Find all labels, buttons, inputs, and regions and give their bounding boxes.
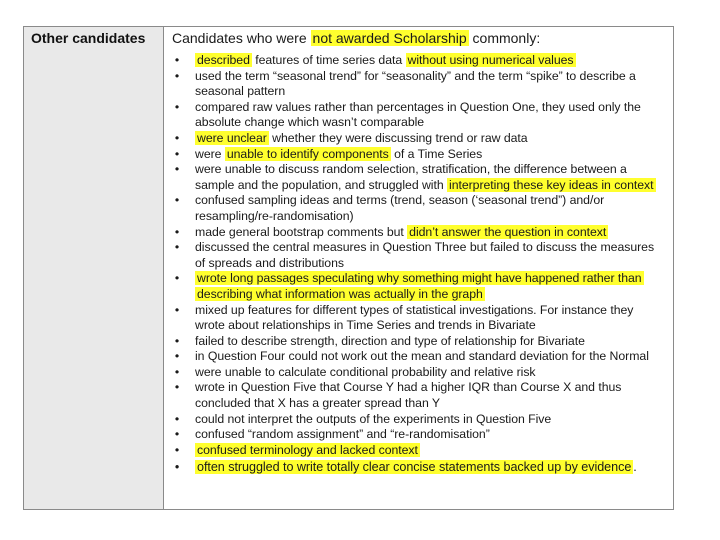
list-item bbox=[172, 240, 665, 271]
bullet-icon: • bbox=[174, 302, 180, 317]
item-text: . bbox=[633, 460, 637, 475]
intro-before: Candidates who were bbox=[172, 30, 311, 46]
item-text: used the term “seasonal trend” for “seasonality” and the term “spike” to describe a seasonal pattern bbox=[195, 68, 636, 99]
list-item bbox=[172, 225, 665, 241]
highlighted-text: wrote long passages speculating why something might have happened rather than describing what information was actually in the graph bbox=[197, 271, 642, 301]
list-item bbox=[172, 100, 665, 131]
item-text: were unable to discuss random selection, stratification, the difference between a sample and the population, and struggled with bbox=[195, 162, 627, 192]
item-text: mixed up features for different types of statistical investigations. For instance they wrote about relationships in Time Series and trends in Bivariate bbox=[195, 302, 634, 333]
item-text: whether they were discussing trend or raw data bbox=[268, 130, 528, 145]
candidates-table bbox=[23, 26, 674, 510]
bullet-icon: • bbox=[174, 427, 180, 442]
item-text: could not interpret the outputs of the experiments in Question Five bbox=[195, 411, 552, 426]
highlighted-text: without using numerical values bbox=[407, 53, 574, 67]
item-text: compared raw values rather than percentages in Question One, they used only the absolute change which wasn’t comparable bbox=[195, 99, 641, 130]
bullet-icon: • bbox=[174, 146, 180, 161]
highlighted-text: interpreting these key ideas in context bbox=[449, 177, 654, 192]
bullet-icon: • bbox=[174, 162, 180, 177]
list-item bbox=[172, 271, 665, 302]
item-text: of a Time Series bbox=[390, 146, 483, 161]
item-text: were bbox=[195, 146, 225, 161]
row-label-cell bbox=[24, 27, 164, 509]
list-item bbox=[172, 193, 665, 224]
list-item bbox=[172, 53, 665, 69]
bullet-icon: • bbox=[174, 460, 180, 475]
intro-highlight: not awarded Scholarship bbox=[312, 30, 467, 46]
list-item bbox=[172, 380, 665, 411]
list-item bbox=[172, 412, 665, 428]
bullet-icon: • bbox=[174, 364, 180, 379]
bullet-icon: • bbox=[174, 193, 180, 208]
intro-text bbox=[172, 30, 665, 47]
list-item bbox=[172, 147, 665, 163]
item-text: features of time series data bbox=[251, 53, 406, 67]
highlighted-text: often struggled to write totally clear concise statements backed up by evidence bbox=[197, 460, 632, 475]
item-text: in Question Four could not work out the mean and standard deviation for the Normal bbox=[195, 349, 649, 364]
highlighted-text: unable to identify components bbox=[226, 146, 389, 161]
bullet-icon: • bbox=[174, 333, 180, 348]
bullet-icon: • bbox=[174, 271, 180, 286]
item-text: discussed the central measures in Question Three but failed to discuss the measures of spreads and distributions bbox=[195, 240, 655, 270]
list-item bbox=[172, 334, 665, 350]
row-content-cell bbox=[164, 27, 673, 509]
bullet-icon: • bbox=[174, 240, 180, 255]
list-item bbox=[172, 427, 665, 443]
list-item bbox=[172, 460, 665, 476]
list-item bbox=[172, 131, 665, 147]
bullet-icon: • bbox=[174, 380, 180, 395]
list-item bbox=[172, 303, 665, 334]
row-label: Other candidates bbox=[31, 30, 146, 46]
item-text: made general bootstrap comments but bbox=[195, 224, 408, 239]
item-text: confused sampling ideas and terms (trend, season (‘seasonal trend”) and/or resampling/re-randomisation) bbox=[195, 193, 605, 223]
list-item bbox=[172, 349, 665, 365]
list-item bbox=[172, 162, 665, 193]
list-item bbox=[172, 443, 665, 459]
bullet-icon: • bbox=[174, 53, 180, 67]
item-text: confused “random assignment” and “re-randomisation” bbox=[195, 427, 490, 442]
bullet-icon: • bbox=[174, 224, 180, 239]
list-item bbox=[172, 365, 665, 381]
bullet-icon: • bbox=[174, 130, 180, 145]
list-item bbox=[172, 69, 665, 100]
bullet-list bbox=[172, 53, 665, 476]
bullet-icon: • bbox=[174, 442, 180, 457]
item-text: failed to describe strength, direction and type of relationship for Bivariate bbox=[195, 333, 585, 348]
highlighted-text: described bbox=[197, 53, 250, 67]
bullet-icon: • bbox=[174, 411, 180, 426]
bullet-icon: • bbox=[174, 349, 180, 364]
item-text: were unable to calculate conditional probability and relative risk bbox=[195, 364, 536, 379]
item-text: wrote in Question Five that Course Y had a higher IQR than Course X and thus concluded that X has a greater spread than Y bbox=[195, 380, 622, 411]
intro-after: commonly: bbox=[468, 30, 541, 46]
highlighted-text: were unclear bbox=[197, 130, 267, 145]
highlighted-text: confused terminology and lacked context bbox=[197, 442, 418, 457]
bullet-icon: • bbox=[174, 68, 180, 83]
highlighted-text: didn’t answer the question in context bbox=[409, 224, 607, 239]
bullet-icon: • bbox=[174, 99, 180, 114]
